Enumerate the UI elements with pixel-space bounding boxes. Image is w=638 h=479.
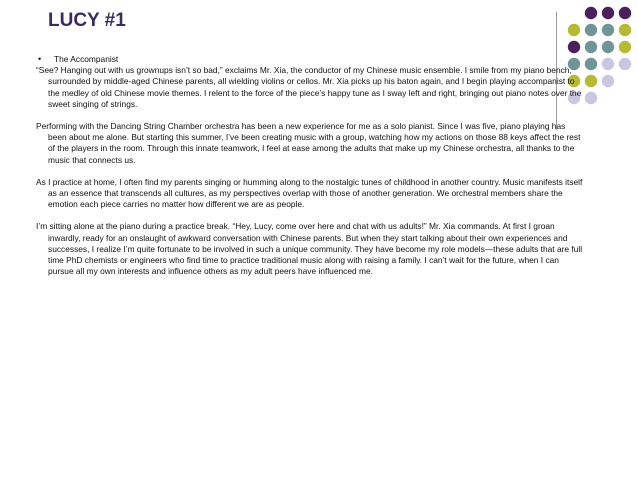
bullet-item	[36, 54, 584, 65]
decorative-dot	[602, 41, 614, 53]
bullet-text: The Accompanist	[54, 54, 119, 64]
decorative-dot	[619, 24, 631, 36]
slide-title: LUCY #1	[48, 10, 126, 31]
decorative-dot	[602, 24, 614, 36]
paragraph-3: As I practice at home, I often find my parents singing or humming along to the nostalgic tunes of childhood in another country. Music manifests itself as an essence that transcends all cultures, as my perspectives overlap with those of another generation. We orchestral members share the emotion each piece carries no matter how different we are as people.	[36, 176, 583, 210]
paragraph-4: I’m sitting alone at the piano during a practice break. “Hey, Lucy, come over here and chat with us adults!” Mr. Xia commands. At first I groan inwardly, ready for an onslaught of awkward conversation with Chinese parents. But when they start talking about their own experiences and successes, I realize I’m quite fortunate to be involved in such a unique community. They have become my role models—these adults that are full time PhD chemists or engineers who find time to practice traditional music along with raising a family. I can’t wait for the future, when I can pursue all my own interests and influence others as my adult peers have influenced me.	[36, 221, 583, 277]
decorative-dot	[585, 41, 597, 53]
bullet-icon: •	[38, 54, 42, 64]
slide-body	[36, 54, 584, 288]
decorative-dot	[585, 92, 597, 104]
decorative-dot	[568, 41, 580, 53]
decorative-dot	[602, 58, 614, 70]
decorative-dot	[585, 58, 597, 70]
decorative-dot	[602, 75, 614, 87]
decorative-dot	[585, 24, 597, 36]
decorative-dot	[602, 7, 614, 19]
decorative-dot	[619, 41, 631, 53]
paragraph-2: Performing with the Dancing String Chamber orchestra has been a new experience for me as a solo pianist. Since I was five, piano playing has been about me alone. But starting this summer, I’ve been creating music with a group, watching how my actions on those 88 keys affect the rest of the players in the room. Through this innate teamwork, I feel at ease among the adults that make up my Chinese orchestra, all thanks to the music that connects us.	[36, 121, 581, 165]
decorative-dot	[568, 24, 580, 36]
paragraph-1: “See? Hanging out with us grownups isn’t so bad,” exclaims Mr. Xia, the conductor of my Chinese music ensemble. I smile from my piano bench, surrounded by middle-aged Chinese parents, all wielding violins or cellos. Mr. Xia picks up his baton again, and I begin playing accompanist to the medley of old Chinese movie themes. I relent to the force of the piece’s happy tune as I sway left and right, bringing out piano notes over the sweet singing of strings.	[36, 65, 582, 109]
decorative-dot	[585, 7, 597, 19]
decorative-dot	[619, 58, 631, 70]
decorative-dot	[619, 7, 631, 19]
decorative-dot	[585, 75, 597, 87]
